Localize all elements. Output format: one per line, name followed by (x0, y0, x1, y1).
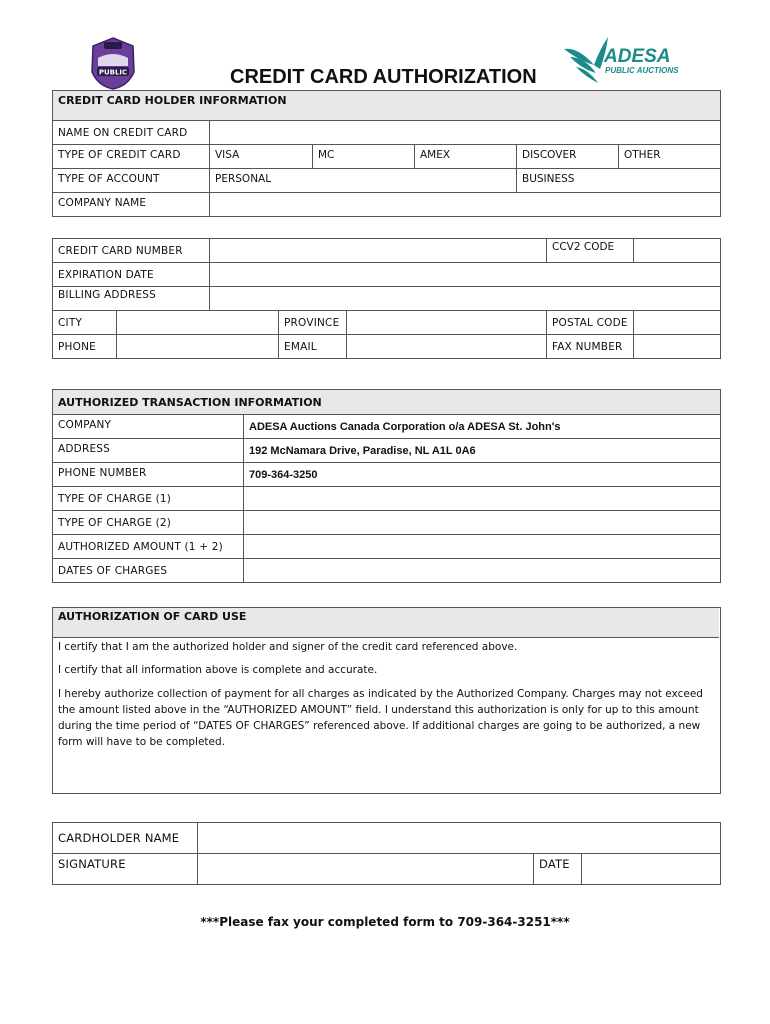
charge-type-1-label: TYPE OF CHARGE (1) (53, 487, 244, 511)
transaction-info-table (52, 389, 721, 583)
dates-of-charges-label: DATES OF CHARGES (53, 559, 244, 583)
charge-type-2-label: TYPE OF CHARGE (2) (53, 511, 244, 535)
date-field[interactable] (582, 854, 721, 885)
name-on-card-field[interactable] (210, 121, 721, 145)
phone-field[interactable] (117, 335, 279, 359)
signature-label: SIGNATURE (53, 854, 198, 885)
card-type-amex[interactable]: AMEX (415, 145, 517, 169)
transaction-address-value: 192 McNamara Drive, Paradise, NL A1L 0A6 (244, 439, 721, 463)
cardholder-name-field[interactable] (198, 823, 721, 854)
signature-field[interactable] (198, 854, 534, 885)
ccv-label: CCV2 CODE (547, 239, 634, 263)
fax-number-field[interactable] (634, 335, 721, 359)
fax-number-label: FAX NUMBER (547, 335, 634, 359)
transaction-company-value: ADESA Auctions Canada Corporation o/a ADESA St. John's (244, 415, 721, 439)
email-field[interactable] (347, 335, 547, 359)
charge-type-1-field[interactable] (244, 487, 721, 511)
transaction-address-label: ADDRESS (53, 439, 244, 463)
card-type-discover[interactable]: DISCOVER (517, 145, 619, 169)
phone-label: PHONE (53, 335, 117, 359)
name-on-card-label: NAME ON CREDIT CARD (53, 121, 210, 145)
charge-type-2-field[interactable] (244, 511, 721, 535)
transaction-company-label: COMPANY (53, 415, 244, 439)
certify-holder-text: I certify that I am the authorized holder and signer of the credit card referenced above. (58, 641, 518, 653)
card-number-label: CREDIT CARD NUMBER (53, 239, 210, 263)
company-name-label: COMPANY NAME (53, 193, 210, 217)
fax-instructions: ***Please fax your completed form to 709-364-3251*** (200, 915, 570, 929)
postal-code-field[interactable] (634, 311, 721, 335)
cardholder-section-heading: CREDIT CARD HOLDER INFORMATION (53, 91, 721, 121)
adesa-logo (560, 35, 690, 91)
transaction-phone-label: PHONE NUMBER (53, 463, 244, 487)
expiration-date-label: EXPIRATION DATE (53, 263, 210, 287)
adesa-brand-text: ADESA (604, 46, 671, 67)
ccv-field[interactable] (634, 239, 721, 263)
account-type-business[interactable]: BUSINESS (517, 169, 721, 193)
authorized-amount-field[interactable] (244, 535, 721, 559)
card-number-field[interactable] (210, 239, 547, 263)
province-label: PROVINCE (279, 311, 347, 335)
badge-text: PUBLIC (98, 68, 128, 77)
billing-address-field[interactable] (210, 287, 721, 311)
province-field[interactable] (347, 311, 547, 335)
authorized-amount-label: AUTHORIZED AMOUNT (1 + 2) (53, 535, 244, 559)
card-type-visa[interactable]: VISA (210, 145, 313, 169)
card-details-table (52, 238, 721, 359)
postal-code-label: POSTAL CODE (547, 311, 634, 335)
email-label: EMAIL (279, 335, 347, 359)
date-label: DATE (534, 854, 582, 885)
authorize-collection-text: I hereby authorize collection of payment for all charges as indicated by the Authorized Company. Charges may not exceed the amount listed above in the “AUTHORIZED AMOUNT” field. I understand this authorization is only for up to this amount during the time period of “DATES OF CHARGES” referenced above. If additional charges are going to be authorized, a new form will have to be completed. (58, 688, 703, 748)
public-auction-badge-logo (88, 36, 138, 90)
city-label: CITY (53, 311, 117, 335)
card-type-label: TYPE OF CREDIT CARD (53, 145, 210, 169)
transaction-section-heading: AUTHORIZED TRANSACTION INFORMATION (53, 390, 721, 415)
account-type-personal[interactable]: PERSONAL (210, 169, 517, 193)
dates-of-charges-field[interactable] (244, 559, 721, 583)
certify-accurate-text: I certify that all information above is complete and accurate. (58, 664, 378, 676)
billing-address-label: BILLING ADDRESS (53, 287, 210, 311)
cardholder-name-label: CARDHOLDER NAME (53, 823, 198, 854)
signature-table (52, 822, 721, 885)
page-title: CREDIT CARD AUTHORIZATION (230, 66, 537, 88)
authorization-section-heading: AUTHORIZATION OF CARD USE (58, 610, 247, 623)
company-name-field[interactable] (210, 193, 721, 217)
city-field[interactable] (117, 311, 279, 335)
card-type-mc[interactable]: MC (313, 145, 415, 169)
card-type-other[interactable]: OTHER (619, 145, 721, 169)
transaction-phone-value: 709-364-3250 (244, 463, 721, 487)
cardholder-info-table (52, 90, 721, 217)
expiration-date-field[interactable] (210, 263, 721, 287)
adesa-tagline-text: PUBLIC AUCTIONS (605, 66, 679, 75)
account-type-label: TYPE OF ACCOUNT (53, 169, 210, 193)
